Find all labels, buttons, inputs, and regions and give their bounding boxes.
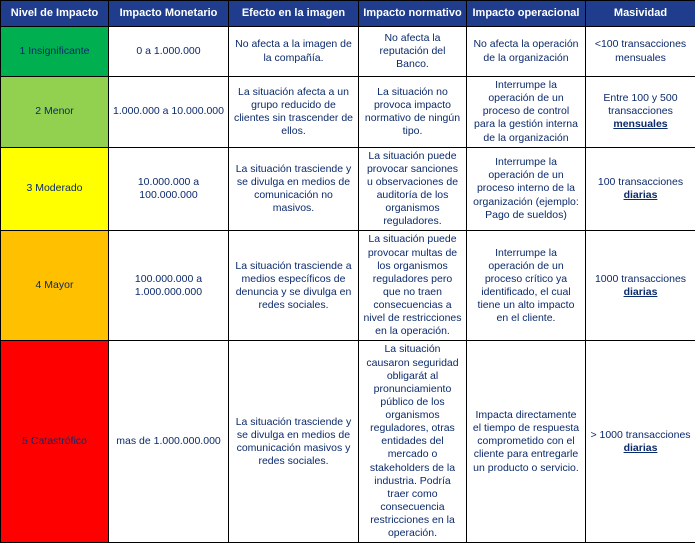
regulatory-cell-4: La situación puede provocar multas de los organismos reguladores pero que no traen consecuencias a nivel de restricciones en la operación. — [359, 231, 467, 341]
massivity-period-4: diarias — [624, 286, 658, 298]
operational-cell-2: Interrumpe la operación de un proceso de control para la gestión interna de la organización — [467, 77, 586, 148]
massivity-period-1: mensuales — [615, 52, 666, 64]
operational-cell-4: Interrumpe la operación de un proceso crítico ya identificado, el cual tiene un alto impacto en el cliente. — [467, 231, 586, 341]
level-cell-2: 2 Menor — [1, 77, 109, 148]
operational-cell-5: Impacta directamente el tiempo de respuesta comprometido con el cliente para entregarle un producto o servicio. — [467, 341, 586, 543]
massivity-period-3: diarias — [624, 189, 658, 201]
massivity-cell-1 — [586, 27, 695, 77]
table-header-row — [1, 1, 695, 27]
massivity-cell-3 — [586, 147, 695, 231]
massivity-lead-4: 1000 transacciones — [595, 273, 686, 285]
column-header-normativo: Impacto normativo — [359, 1, 467, 27]
regulatory-cell-1: No afecta la reputación del Banco. — [359, 27, 467, 77]
level-cell-1: 1 Insignificante — [1, 27, 109, 77]
regulatory-cell-2: La situación no provoca impacto normativo de ningún tipo. — [359, 77, 467, 148]
monetary-cell-2: 1.000.000 a 10.000.000 — [109, 77, 229, 148]
column-header-nivel: Nivel de Impacto — [1, 1, 109, 27]
massivity-cell-4 — [586, 231, 695, 341]
monetary-cell-4: 100.000.000 a 1.000.000.000 — [109, 231, 229, 341]
column-header-masividad: Masividad — [586, 1, 695, 27]
operational-cell-1: No afecta la operación de la organización — [467, 27, 586, 77]
column-header-operacional: Impacto operacional — [467, 1, 586, 27]
table-row — [1, 341, 695, 543]
monetary-cell-1: 0 a 1.000.000 — [109, 27, 229, 77]
image-cell-1: No afecta a la imagen de la compañía. — [229, 27, 359, 77]
column-header-monetario: Impacto Monetario — [109, 1, 229, 27]
image-cell-2: La situación afecta a un grupo reducido de clientes sin trascender de ellos. — [229, 77, 359, 148]
monetary-cell-3: 10.000.000 a 100.000.000 — [109, 147, 229, 231]
level-cell-3: 3 Moderado — [1, 147, 109, 231]
regulatory-cell-5: La situación causaron seguridad obligarát al pronunciamiento público de los organismos reguladores, otras entidades del mercado o stakeholders de la industria. Podría traer como consecuencia restricciones en la operación. — [359, 341, 467, 543]
regulatory-cell-3: La situación puede provocar sanciones u observaciones de auditoría de los organismos reguladores. — [359, 147, 467, 231]
image-cell-5: La situación trasciende y se divulga en medios de comunicación masivos y redes sociales. — [229, 341, 359, 543]
operational-cell-3: Interrumpe la operación de un proceso interno de la organización (ejemplo: Pago de sueldos) — [467, 147, 586, 231]
level-cell-5: 5 Catastrófico — [1, 341, 109, 543]
table-row — [1, 147, 695, 231]
monetary-cell-5: mas de 1.000.000.000 — [109, 341, 229, 543]
massivity-lead-1: <100 transacciones — [595, 38, 686, 50]
table-row — [1, 231, 695, 341]
massivity-cell-2 — [586, 77, 695, 148]
massivity-period-5: diarias — [624, 442, 658, 454]
image-cell-4: La situación trasciende a medios específicos de denuncia y se divulga en redes sociales. — [229, 231, 359, 341]
massivity-lead-3: 100 transacciones — [598, 176, 683, 188]
table-row — [1, 27, 695, 77]
column-header-imagen: Efecto en la imagen — [229, 1, 359, 27]
table-row — [1, 77, 695, 148]
massivity-cell-5 — [586, 341, 695, 543]
image-cell-3: La situación trasciende y se divulga en medios de comunicación no masivos. — [229, 147, 359, 231]
level-cell-4: 4 Mayor — [1, 231, 109, 341]
massivity-lead-2: Entre 100 y 500 transacciones — [603, 92, 677, 117]
massivity-lead-5: > 1000 transacciones — [590, 429, 690, 441]
massivity-period-2: mensuales — [613, 118, 667, 130]
